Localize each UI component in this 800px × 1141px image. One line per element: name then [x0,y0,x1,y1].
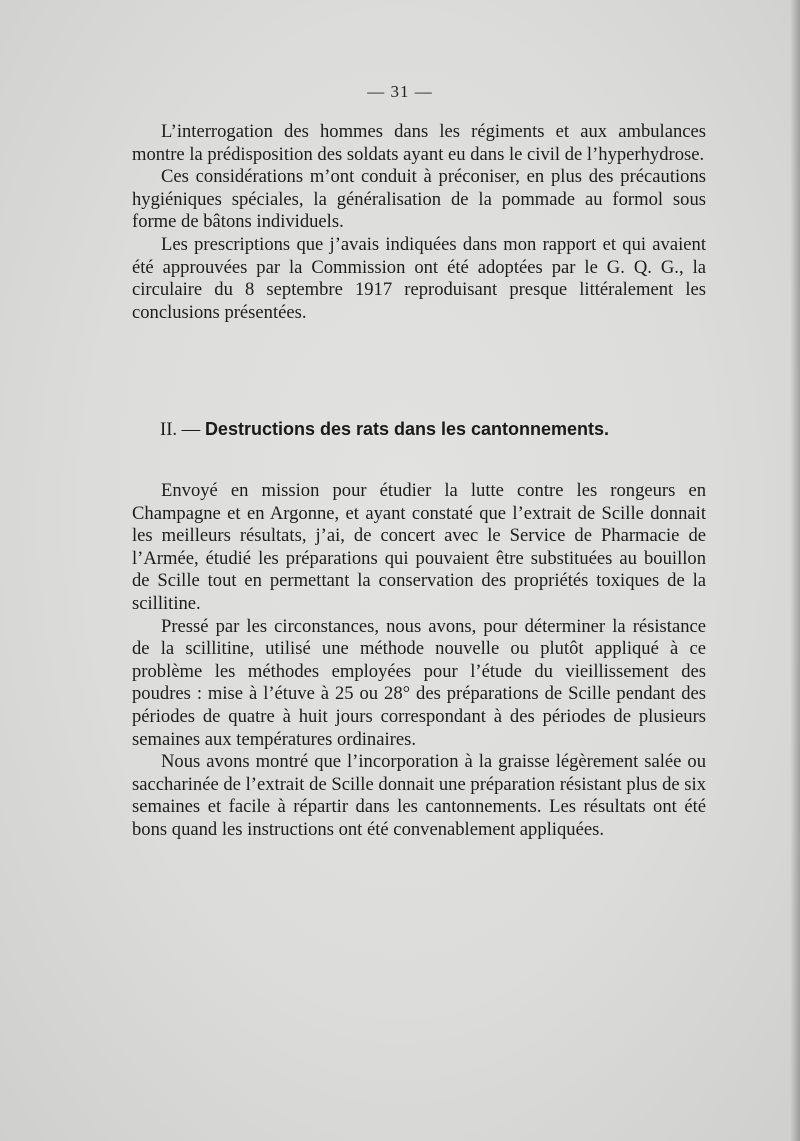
section-title: Destructions des rats dans les cantonnements. [204,419,610,439]
paragraph: Les prescriptions que j’avais indiquées dans mon rapport et qui avaient été approuvées par la Commission ont été adoptées par le G. Q. G., la circulaire du 8 septembre 1917 reproduisant presque littéralement les conclusions présentées. [132,233,706,323]
paragraph: Envoyé en mission pour étudier la lutte contre les rongeurs en Champagne et en Argonne, et ayant constaté que l’extrait de Scille donnait les meilleurs résultats, j’ai, de concert avec le Service de Pharmacie de l’Armée, étudié les préparations qui pouvaient être substituées au bouillon de Scille tout en permettant la conservation des propriétés toxiques de la scillitine. [132,480,706,614]
paragraph: Pressé par les circonstances, nous avons, pour déterminer la résistance de la scillitine, utilisé une méthode nouvelle ou plutôt appliqué à ce problème les méthodes employées pour l’étude du vieillissement des poudres : mise à l’étuve à 25 ou 28° des préparations de Scille pendant des périodes de quatre à huit jours correspondant à des périodes de plusieurs semaines aux températures ordinaires. [132,615,706,750]
paragraph: L’interrogation des hommes dans les régiments et aux ambulances montre la prédisposition des soldats ayant eu dans le civil de l’hyperhydrose. [132,121,706,165]
section-number: II. — [160,419,205,440]
paragraph: Nous avons montré que l’incorporation à la graisse légèrement salée ou saccharinée de l’extrait de Scille donnait une préparation résistant plus de six semaines et facile à répartir dans les cantonnements. Les résultats ont été bons quand les instructions ont été convenablement appliquées. [132,751,706,840]
paragraph: Ces considérations m’ont conduit à préconiser, en plus des précautions hygiéniques spéciales, la généralisation de la pommade au formol sous forme de bâtons individuels. [132,166,706,233]
section-heading [160,419,720,441]
section-text [132,480,706,842]
intro-text [132,121,706,324]
page-number: — 31 — [367,82,433,101]
